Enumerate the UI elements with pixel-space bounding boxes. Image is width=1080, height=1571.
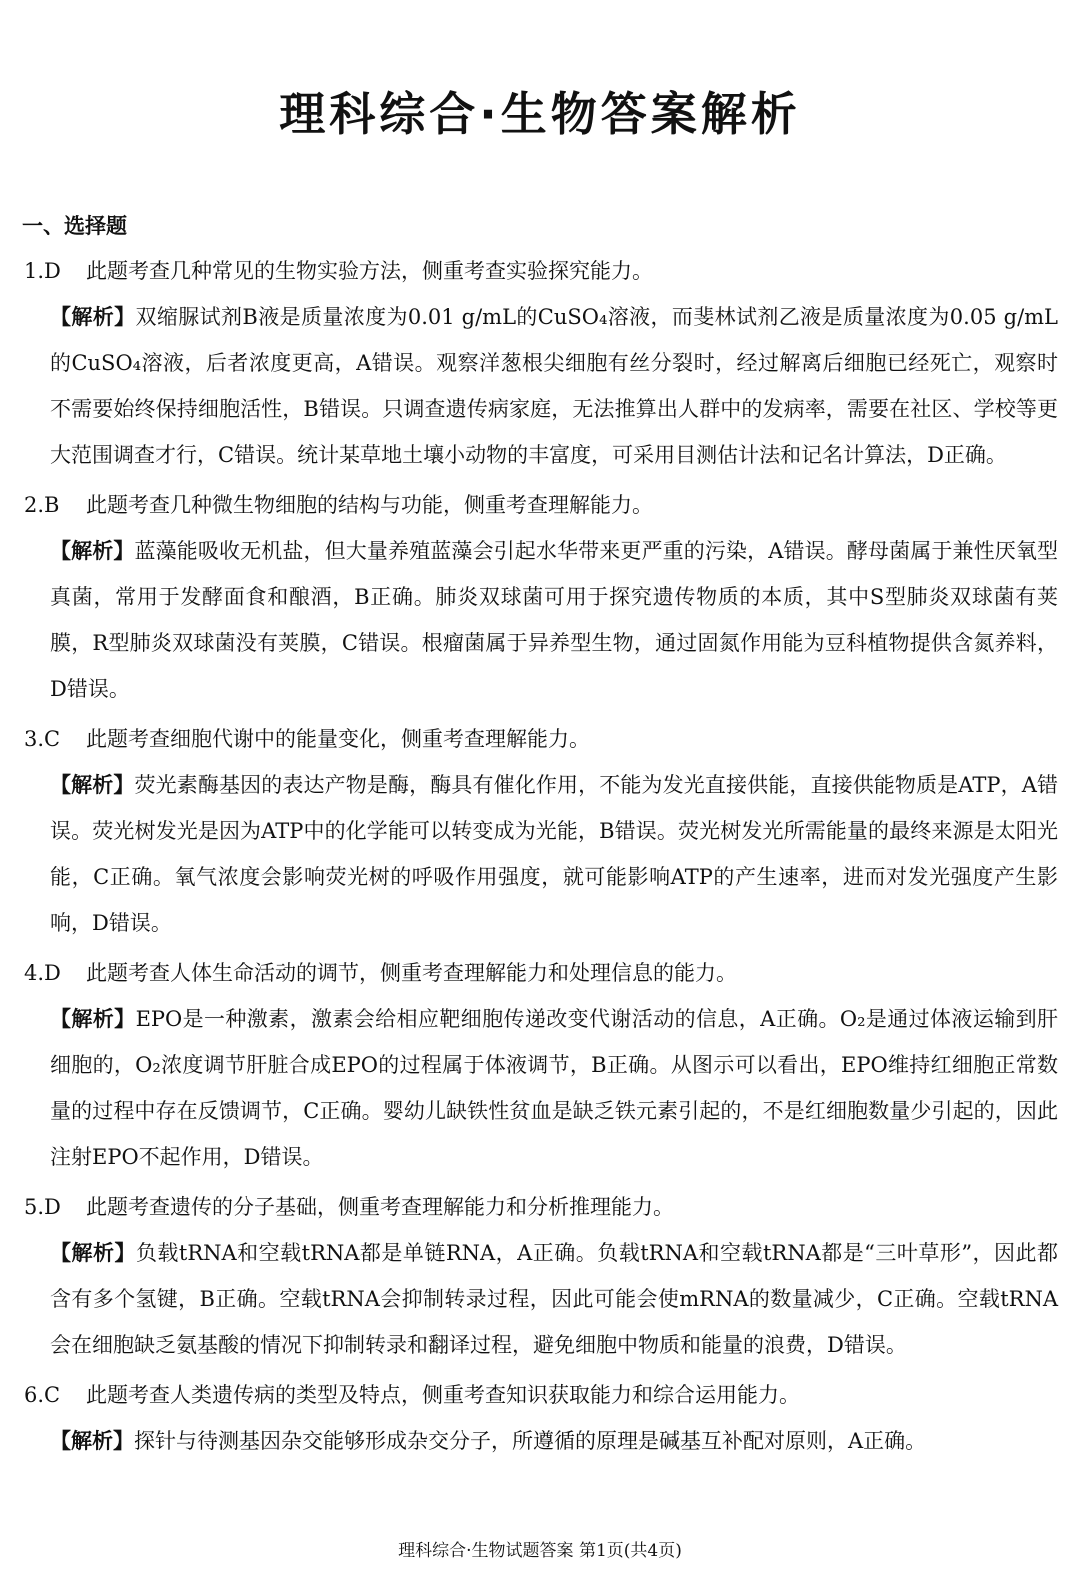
question-item [22, 482, 1058, 712]
explanation-text: 荧光素酶基因的表达产物是酶，酶具有催化作用，不能为发光直接供能，直接供能物质是ATP，A错误。荧光树发光是因为ATP中的化学能可以转变成为光能，B错误。荧光树发光所需能量的最终来源是太阳光能，C正确。氧气浓度会影响荧光树的呼吸作用强度，就可能影响ATP的产生速率，进而对发光强度产生影响，D错误。 [50, 773, 1058, 935]
explanation-tag: 【解析】 [50, 1007, 136, 1031]
page-title: 理科综合·生物答案解析 [279, 87, 801, 141]
question-summary: 此题考查人类遗传病的类型及特点，侧重考查知识获取能力和综合运用能力。 [86, 1383, 800, 1407]
section-heading: 一、选择题 [22, 214, 127, 238]
explanation-tag: 【解析】 [50, 1429, 134, 1453]
question-explanation [22, 996, 1058, 1180]
explanation-text: 双缩脲试剂B液是质量浓度为0.01 g/mL的CuSO₄溶液，而斐林试剂乙液是质量浓度为0.05 g/mL的CuSO₄溶液，后者浓度更高，A错误。观察洋葱根尖细胞有丝分裂时，经过解离后细胞已经死亡，观察时不需要始终保持细胞活性，B错误。只调查遗传病家庭，无法推算出人群中的发病率，需要在社区、学校等更大范围调查才行，C错误。统计某草地土壤小动物的丰富度，可采用目测估计法和记名计算法，D正确。 [50, 305, 1058, 467]
question-item [22, 716, 1058, 946]
explanation-text: 蓝藻能吸收无机盐，但大量养殖蓝藻会引起水华带来更严重的污染，A错误。酵母菌属于兼性厌氧型真菌，常用于发酵面食和酿酒，B正确。肺炎双球菌可用于探究遗传物质的本质，其中S型肺炎双球菌有荚膜，R型肺炎双球菌没有荚膜，C错误。根瘤菌属于异养型生物，通过固氮作用能为豆科植物提供含氮养料，D错误。 [50, 539, 1058, 701]
question-item [22, 1372, 1058, 1464]
question-number: 3.C [24, 727, 61, 751]
question-number: 1.D [24, 259, 61, 283]
question-header [22, 1372, 1058, 1418]
question-header [22, 716, 1058, 762]
question-summary: 此题考查遗传的分子基础，侧重考查理解能力和分析推理能力。 [86, 1195, 674, 1219]
question-header [22, 1184, 1058, 1230]
question-explanation [22, 1230, 1058, 1368]
question-explanation [22, 1418, 1058, 1464]
question-header [22, 248, 1058, 294]
explanation-text: EPO是一种激素，激素会给相应靶细胞传递改变代谢活动的信息，A正确。O₂是通过体液运输到肝细胞的，O₂浓度调节肝脏合成EPO的过程属于体液调节，B正确。从图示可以看出，EPO维持红细胞正常数量的过程中存在反馈调节，C正确。婴幼儿缺铁性贫血是缺乏铁元素引起的，不是红细胞数量少引起的，因此注射EPO不起作用，D错误。 [50, 1007, 1058, 1169]
explanation-text: 探针与待测基因杂交能够形成杂交分子，所遵循的原理是碱基互补配对原则，A正确。 [134, 1429, 927, 1453]
question-header [22, 482, 1058, 528]
question-number: 5.D [24, 1195, 61, 1219]
question-number: 4.D [24, 961, 61, 985]
question-explanation [22, 528, 1058, 712]
explanation-tag: 【解析】 [50, 539, 135, 563]
question-summary: 此题考查人体生命活动的调节，侧重考查理解能力和处理信息的能力。 [86, 961, 737, 985]
question-summary: 此题考查几种微生物细胞的结构与功能，侧重考查理解能力。 [86, 493, 653, 517]
page-footer: 理科综合·生物试题答案 第1页(共4页) [398, 1541, 682, 1561]
question-explanation [22, 294, 1058, 478]
explanation-tag: 【解析】 [50, 1241, 136, 1265]
question-item [22, 248, 1058, 478]
explanation-tag: 【解析】 [50, 773, 135, 797]
question-number: 6.C [24, 1383, 61, 1407]
question-summary: 此题考查细胞代谢中的能量变化，侧重考查理解能力。 [86, 727, 590, 751]
question-explanation [22, 762, 1058, 946]
question-number: 2.B [24, 493, 60, 517]
explanation-tag: 【解析】 [50, 305, 136, 329]
question-header [22, 950, 1058, 996]
explanation-text: 负载tRNA和空载tRNA都是单链RNA，A正确。负载tRNA和空载tRNA都是“三叶草形”，因此都含有多个氢键，B正确。空载tRNA会抑制转录过程，因此可能会使mRNA的数量减少，C正确。空载tRNA会在细胞缺乏氨基酸的情况下抑制转录和翻译过程，避免细胞中物质和能量的浪费，D错误。 [50, 1241, 1058, 1357]
question-list [22, 248, 1058, 1468]
question-item [22, 950, 1058, 1180]
question-item [22, 1184, 1058, 1368]
question-summary: 此题考查几种常见的生物实验方法，侧重考查实验探究能力。 [86, 259, 653, 283]
